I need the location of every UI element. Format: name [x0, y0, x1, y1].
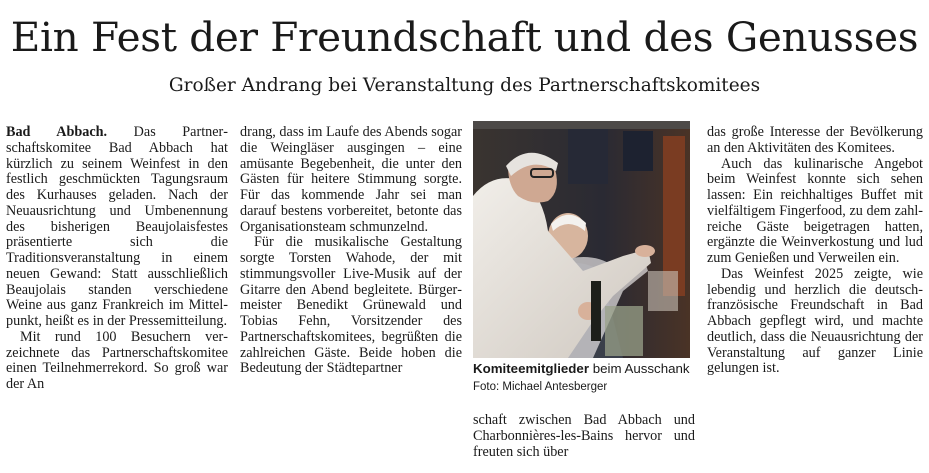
paragraph: Mit rund 100 Besuchern verzeichnete das Partnerschaftskomitee einen Teilnehmerrekord. So groß war der An — [6, 328, 228, 392]
headline: Ein Fest der Freundschaft und des Genusses — [10, 13, 919, 61]
photo-caption — [473, 361, 693, 395]
article-photo — [473, 121, 690, 358]
paragraph — [6, 125, 228, 330]
paragraph: drang, dass im Laufe des Abends sogar die Weingläser ausgingen – eine amüsante Begebenheit, die unter den Gästen für heitere Stimmung sorgte. Für das kommende Jahr sei man darauf bestens vorbereitet, betonte das Organisationsteam schmunzelnd. — [240, 124, 462, 235]
article-column-4 — [707, 125, 923, 377]
paragraph: schaft zwischen Bad Abbach und Charbonnières-les-Bains hervor und freuten sich über — [473, 412, 695, 460]
photo-illustration — [473, 121, 690, 358]
article-column-1 — [6, 125, 228, 393]
paragraph-text: Das Partnerschaftskomitee Bad Abbach hat kürzlich zu seinem Weinfest in den festlich geschmückten Tagungsraum des Kurhauses geladen. Nach der Neuausrichtung und Umbenennung des bisherigen Beaujolaisfestes präsentierte sich die Traditionsveranstaltung in einem neuen Gewand: Statt ausschließlich Beaujolais standen verschiedene Weine aus ganz Frankreich im Mittelpunkt, heißt es in der Pressemitteilung. — [6, 124, 228, 329]
caption-text: beim Ausschank — [589, 361, 690, 376]
paragraph: Für die musikalische Gestaltung sorgte Torsten Wahode, der mit stimmungsvoller Live-Musik auf der Gitarre den Abend begleitete. Bürgermeister Benedikt Grünewald und Tobias Fehn, Vorsitzender des Partnerschaftskomitees, begrüßten die zahlreichen Gäste. Beide hoben die Bedeutung der Städtepartner — [240, 234, 462, 377]
paragraph: Auch das kulinarische Angebot beim Weinfest konnte sich sehen lassen: Ein reichhaltiges Buffet mit vielfältigem Fingerfood, zu dem zahlreiche Gäste beigetragen hatten, ergänzte die Weinverkostung und lud zum Genießen und Verweilen ein. — [707, 155, 923, 266]
dateline: Bad Abbach. — [6, 124, 108, 140]
article-column-3 — [473, 413, 695, 460]
paragraph: Das Weinfest 2025 zeigte, wie lebendig und herzlich die deutsch-französische Freundschaft in Bad Abbach gepflegt wird, und machte deutlich, dass die Neuausrichtung der Veranstaltung auf ganzer Linie gelungen ist. — [707, 265, 923, 377]
subheadline: Großer Andrang bei Veranstaltung des Partnerschaftskomitees — [168, 75, 761, 96]
paragraph: das große Interesse der Bevölkerung an den Aktivitäten des Komitees. — [707, 124, 923, 156]
caption-bold: Komiteemitglieder — [473, 361, 590, 376]
article-column-2 — [240, 125, 462, 377]
photo-credit: Foto: Michael Antesberger — [473, 380, 608, 393]
